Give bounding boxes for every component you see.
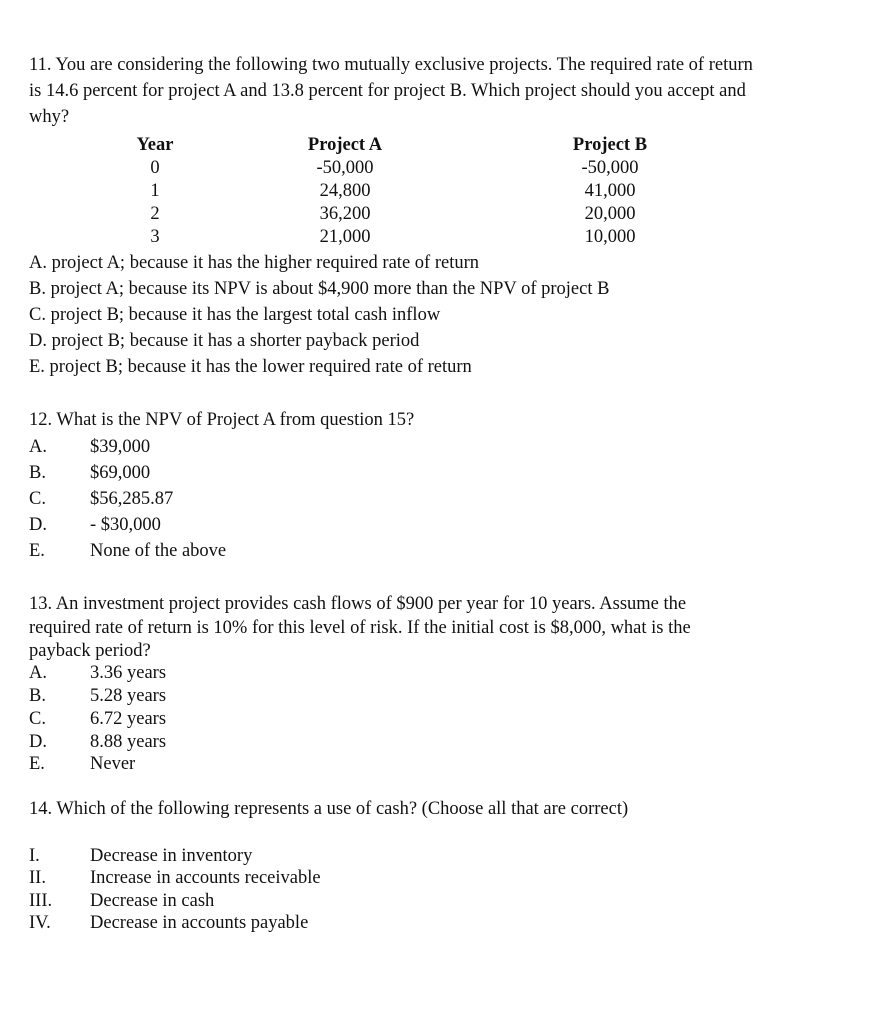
q12-option-letter: B. (29, 463, 46, 483)
table-cell: 2 (150, 204, 160, 224)
table-cell: -50,000 (581, 158, 639, 178)
q12-question: 12. What is the NPV of Project A from question 15? (29, 410, 415, 430)
table-header-year: Year (136, 135, 174, 155)
q13-option-letter: B. (29, 686, 46, 706)
q13-text-line-2: required rate of return is 10% for this level of risk. If the initial cost is $8,000, what is the (29, 618, 691, 638)
q14-option-numeral: IV. (29, 913, 51, 933)
q14-question: 14. Which of the following represents a use of cash? (Choose all that are correct) (29, 799, 629, 819)
q13-option-letter: C. (29, 709, 46, 729)
q13-option-letter: E. (29, 754, 45, 774)
q11-option-d: D. project B; because it has a shorter payback period (29, 331, 420, 351)
q12-option-letter: A. (29, 437, 47, 457)
q14-option-text: Decrease in inventory (90, 846, 253, 866)
q12-option-text: $39,000 (90, 437, 151, 457)
q13-option-letter: A. (29, 663, 47, 683)
table-cell: 0 (150, 158, 160, 178)
table-cell: 24,800 (319, 181, 371, 201)
q13-option-text: 8.88 years (90, 732, 167, 752)
q12-option-letter: C. (29, 489, 46, 509)
q12-option-text: None of the above (90, 541, 227, 561)
q12-option-letter: E. (29, 541, 45, 561)
q11-option-a: A. project A; because it has the higher required rate of return (29, 253, 479, 273)
q14-option-text: Decrease in cash (90, 891, 215, 911)
table-cell: -50,000 (316, 158, 374, 178)
table-cell: 20,000 (584, 204, 636, 224)
q13-option-text: 3.36 years (90, 663, 167, 683)
q12-option-text: $56,285.87 (90, 489, 174, 509)
q11-text-line-2: is 14.6 percent for project A and 13.8 percent for project B. Which project should you accept and (29, 81, 746, 101)
q12-option-text: - $30,000 (90, 515, 161, 535)
q13-option-letter: D. (29, 732, 47, 752)
q13-text-line-3: payback period? (29, 641, 151, 661)
q13-text-line-1: 13. An investment project provides cash flows of $900 per year for 10 years. Assume the (29, 594, 687, 614)
q14-option-numeral: II. (29, 868, 46, 888)
table-cell: 10,000 (584, 227, 636, 247)
q13-option-text: Never (90, 754, 136, 774)
table-cell: 36,200 (319, 204, 371, 224)
q14-option-numeral: III. (29, 891, 53, 911)
q11-option-b: B. project A; because its NPV is about $4,900 more than the NPV of project B (29, 279, 610, 299)
q11-text-line-3: why? (29, 107, 70, 127)
table-header-project-b: Project B (572, 135, 648, 155)
q14-option-text: Decrease in accounts payable (90, 913, 309, 933)
table-cell: 1 (150, 181, 160, 201)
q11-option-c: C. project B; because it has the largest total cash inflow (29, 305, 441, 325)
q13-option-text: 5.28 years (90, 686, 167, 706)
table-cell: 41,000 (584, 181, 636, 201)
table-cell: 21,000 (319, 227, 371, 247)
table-header-project-a: Project A (307, 135, 383, 155)
table-cell: 3 (150, 227, 160, 247)
q14-option-text: Increase in accounts receivable (90, 868, 321, 888)
q12-option-text: $69,000 (90, 463, 151, 483)
q11-option-e: E. project B; because it has the lower required rate of return (29, 357, 472, 377)
q13-option-text: 6.72 years (90, 709, 167, 729)
q11-text-line-1: 11. You are considering the following two mutually exclusive projects. The required rate of return (29, 55, 753, 75)
q12-option-letter: D. (29, 515, 47, 535)
q14-option-numeral: I. (29, 846, 40, 866)
